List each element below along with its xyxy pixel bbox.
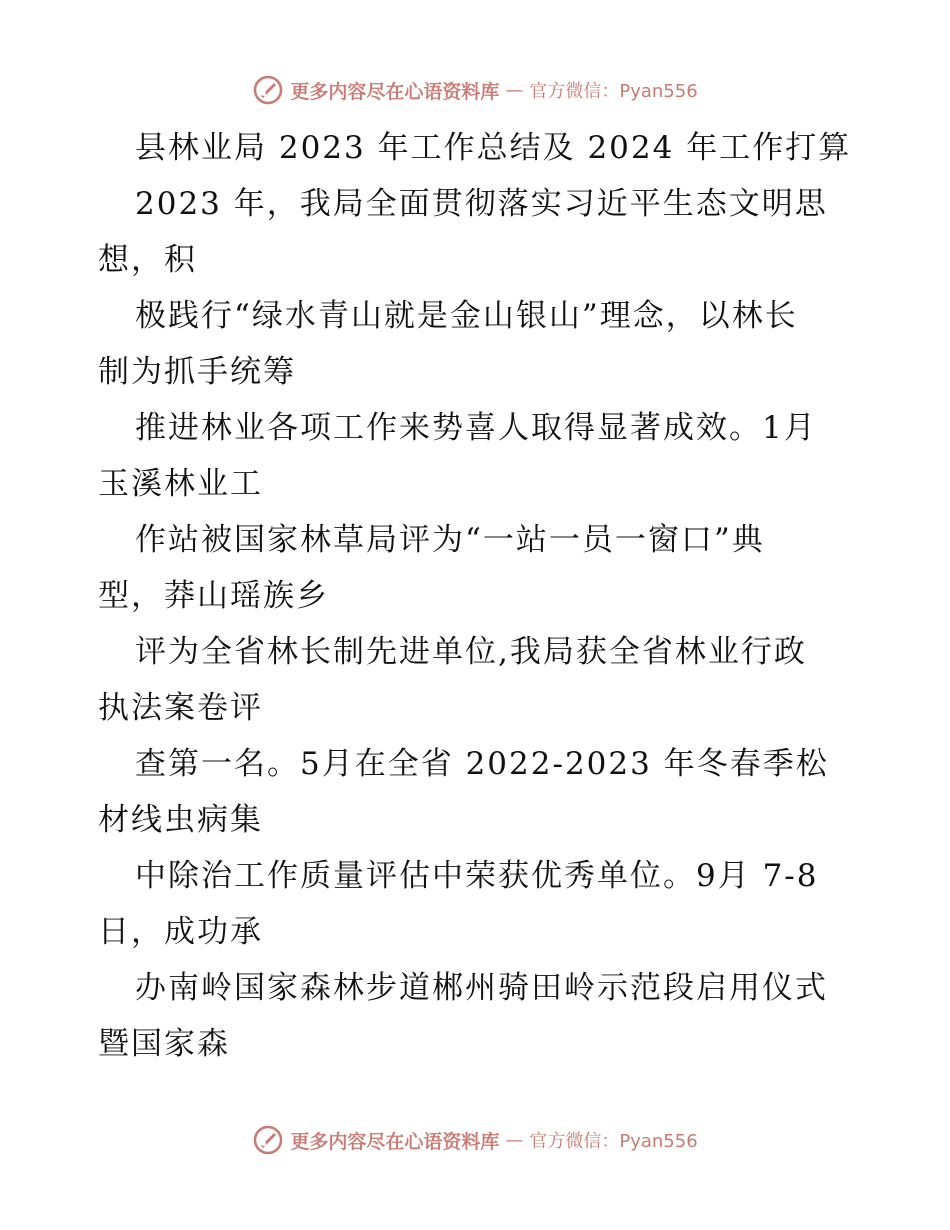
paragraph-line: 评为全省林长制先进单位,我局获全省林业行政 — [135, 634, 807, 670]
document-body — [98, 120, 868, 1072]
pen-circle-icon — [252, 74, 284, 106]
document-title: 县林业局 2023 年工作总结及 2024 年工作打算 — [135, 130, 852, 166]
watermark-contact: 官方微信：Pyan556 — [529, 1131, 698, 1152]
paragraph-line: 想，积 — [98, 242, 197, 278]
pen-circle-icon — [252, 1124, 284, 1156]
watermark-separator: — — [505, 79, 524, 101]
watermark-contact: 官方微信：Pyan556 — [529, 81, 698, 102]
paragraph-line: 查第一名。5月在全省 2022-2023 年冬春季松 — [135, 746, 829, 782]
paragraph-line: 玉溪林业工 — [98, 466, 263, 502]
paragraph-line: 中除治工作质量评估中荣获优秀单位。9月 7-8 — [135, 858, 819, 894]
header-watermark — [0, 70, 950, 110]
watermark-brand: 更多内容尽在心语资料库 — [290, 1130, 500, 1153]
paragraph-line: 型，莽山瑶族乡 — [98, 578, 329, 614]
watermark-brand: 更多内容尽在心语资料库 — [290, 80, 500, 103]
paragraph-line: 办南岭国家森林步道郴州骑田岭示范段启用仪式 — [135, 970, 828, 1006]
footer-watermark — [0, 1120, 950, 1160]
paragraph-line: 执法案卷评 — [98, 690, 263, 726]
watermark-separator: — — [505, 1129, 524, 1151]
paragraph-line: 极践行“绿水青山就是金山银山”理念，以林长 — [135, 298, 798, 334]
paragraph-line: 推进林业各项工作来势喜人取得显著成效。1月 — [135, 410, 817, 446]
paragraph-line: 作站被国家林草局评为“一站一员一窗口”典 — [135, 522, 765, 558]
paragraph-line: 日，成功承 — [98, 914, 263, 950]
paragraph-line: 2023 年，我局全面贯彻落实习近平生态文明思 — [135, 186, 828, 222]
paragraph-line: 暨国家森 — [98, 1026, 230, 1062]
paragraph-line: 制为抓手统筹 — [98, 354, 296, 390]
paragraph-line: 材线虫病集 — [98, 802, 263, 838]
